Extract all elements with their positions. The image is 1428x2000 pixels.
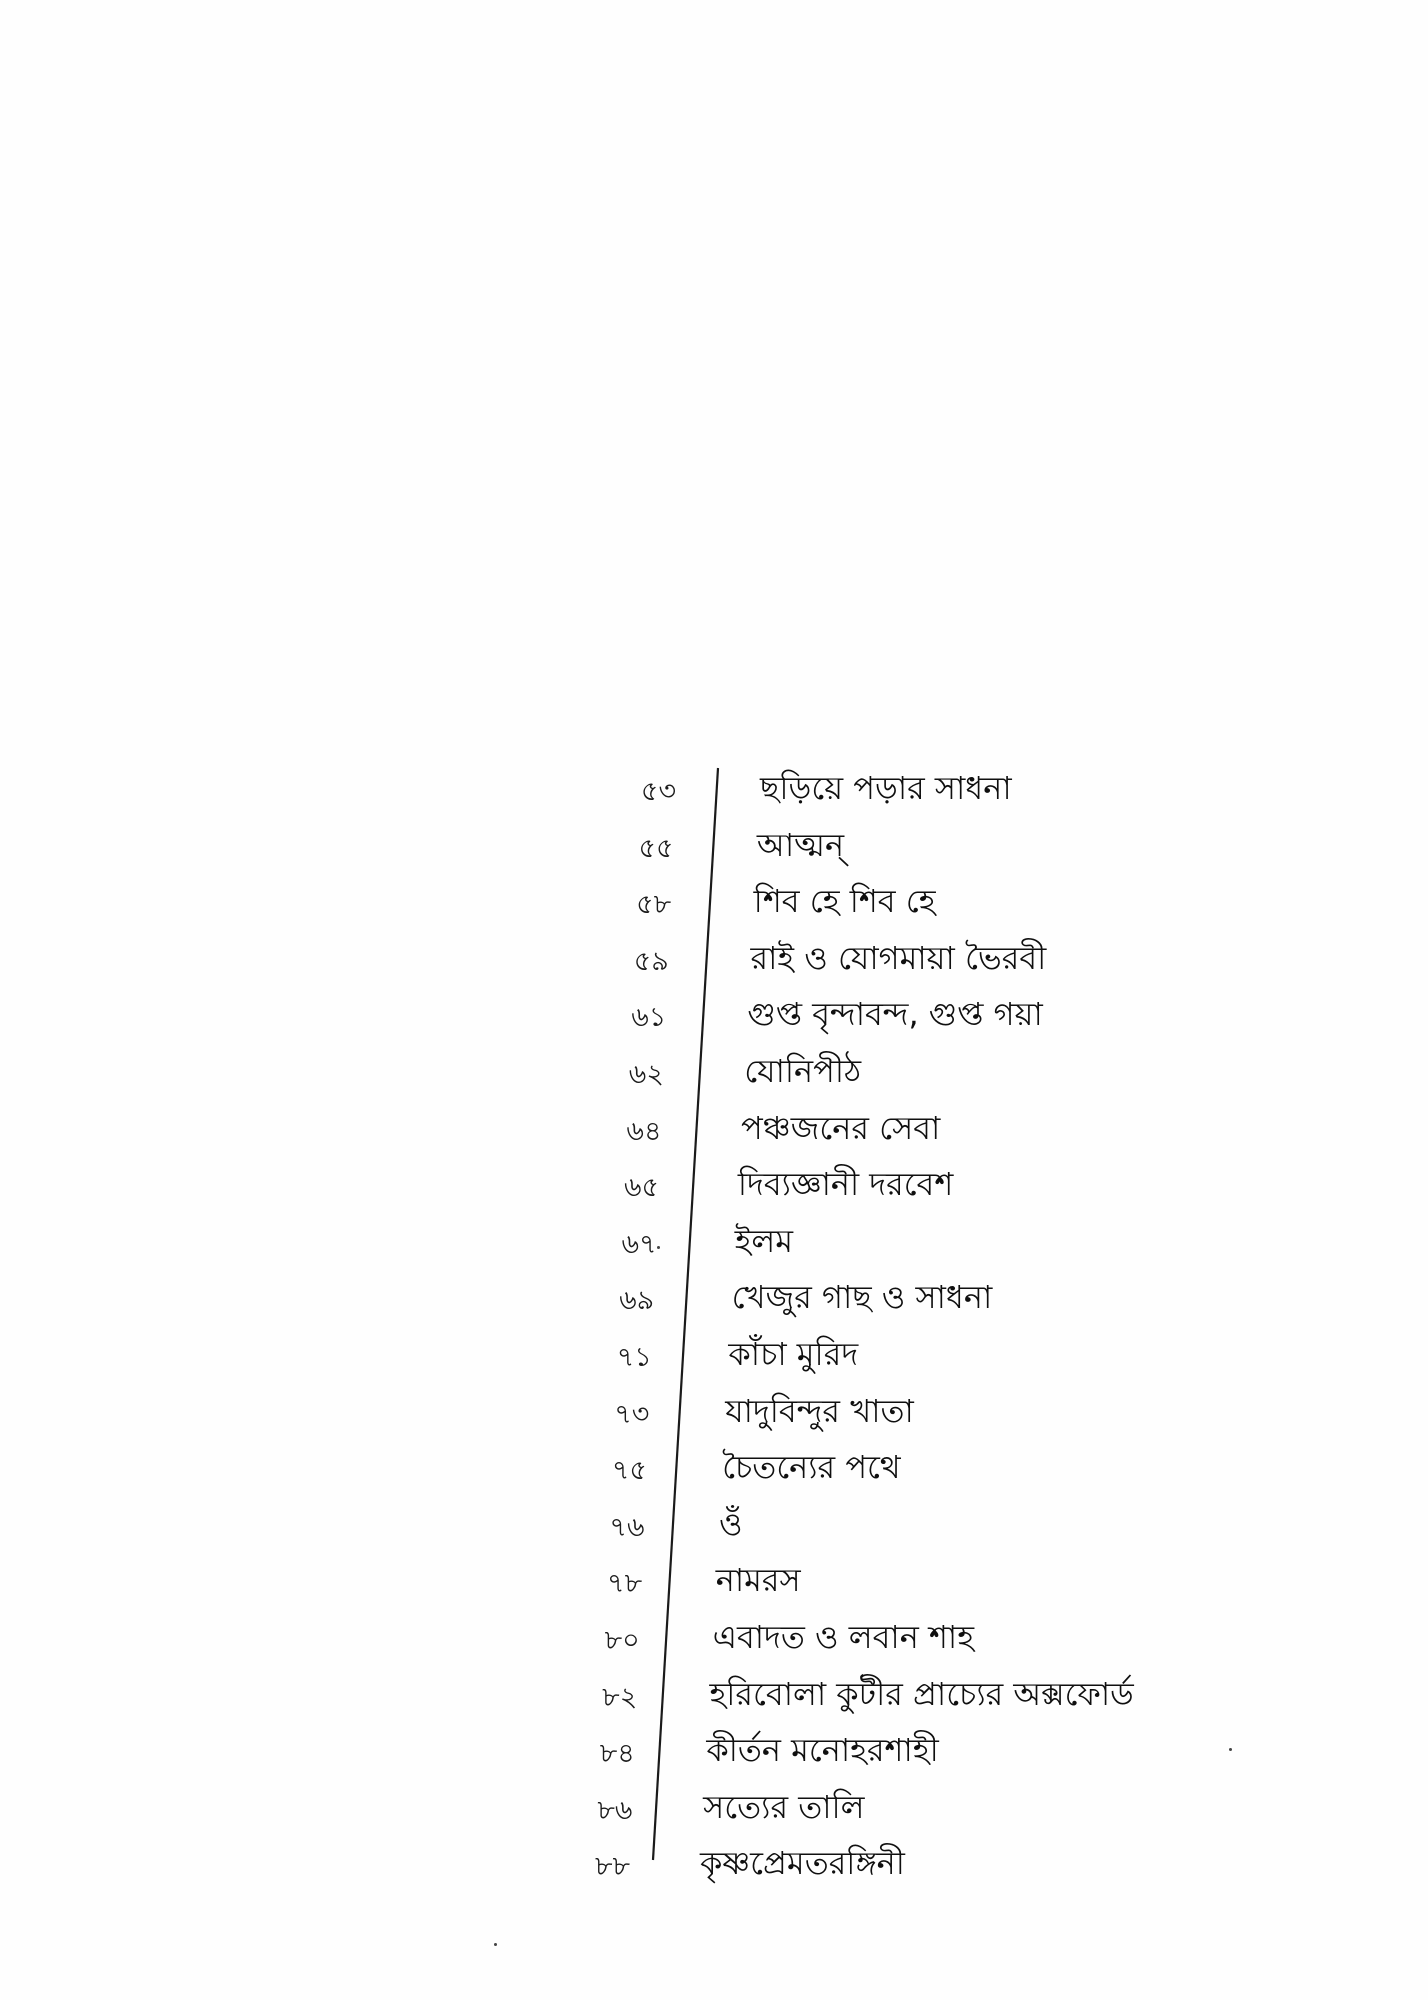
toc-entry-title: আত্মন্ [756, 825, 845, 864]
toc-page-number: ৭৬ [609, 1511, 645, 1543]
toc-page-number: ৮৪ [599, 1738, 635, 1770]
toc-page-number: ৫৮ [636, 889, 672, 921]
toc-entry-title: পঞ্চজনের সেবা [741, 1108, 941, 1147]
toc-page-number: ৮৮ [594, 1851, 630, 1883]
toc-entry-title: এবাদত ও লবান শাহ [712, 1618, 975, 1656]
toc-entry [0, 879, 1428, 935]
toc-entry [0, 1049, 1428, 1105]
toc-page-number: ৮৬ [597, 1794, 633, 1826]
toc-entry-title: হরিবোলা কুটীর প্রাচ্যের অক্সফোর্ড [709, 1674, 1134, 1713]
toc-page-number: ৫৫ [638, 832, 674, 864]
toc-entry-title: চৈতন্যের পথে [722, 1448, 901, 1487]
toc-entry [0, 1672, 1428, 1728]
scan-speck [657, 1246, 660, 1249]
toc-entry-title: কীর্তন মনোহরশাহী [706, 1731, 939, 1770]
toc-entry-title: রাই ও যোগমায়া ভৈরবী [750, 938, 1047, 977]
toc-page-number: ৮২ [602, 1681, 638, 1713]
toc-entry [0, 766, 1428, 822]
toc-entry-title: ইলম [734, 1221, 793, 1260]
scan-speck [1229, 1748, 1232, 1751]
toc-page-number: ৬৫ [623, 1172, 660, 1204]
toc-entry [0, 992, 1428, 1048]
toc-entry-title: কৃষ্ণপ্রেমতরঙ্গিনী [700, 1844, 905, 1883]
toc-entry [0, 1785, 1428, 1841]
toc-entry-title: খেজুর গাছ ও সাধনা [731, 1278, 993, 1317]
toc-entry [0, 1332, 1428, 1388]
toc-page-number: ৭৮ [607, 1568, 643, 1600]
toc-entry-title: শিব হে শিব হে [753, 882, 936, 921]
toc-page-number: ৮০ [604, 1625, 640, 1656]
toc-page-number: ৭১ [616, 1342, 652, 1373]
toc-entry [0, 936, 1428, 992]
toc-entry-title: গুপ্ত বৃন্দাবন্দ, গুপ্ত গয়া [747, 995, 1043, 1034]
toc-entry-title: যোনিপীঠ [744, 1052, 862, 1090]
toc-entry [0, 1106, 1428, 1162]
toc-page-number: ৫৯ [633, 945, 669, 977]
toc-entry [0, 1389, 1428, 1445]
toc-entry [0, 1558, 1428, 1614]
toc-page-number: ৬১ [631, 1002, 667, 1034]
toc-entry [0, 1728, 1428, 1784]
toc-entry [0, 1162, 1428, 1218]
toc-entry-title: দিব্যজ্ঞানী দরবেশ [737, 1165, 954, 1204]
toc-entry [0, 1841, 1428, 1897]
toc-page-number: ৭৫ [611, 1455, 647, 1487]
toc-page-number: ৫৩ [640, 776, 676, 807]
toc-page-number: ৭৩ [614, 1398, 650, 1430]
toc-page-number: ৬২ [628, 1059, 664, 1090]
toc-entry-title: নামরস [715, 1561, 801, 1600]
toc-entry [0, 1615, 1428, 1671]
toc-entry-title: ছড়িয়ে পড়ার সাধনা [760, 769, 1012, 807]
toc-entry-title: যাদুবিন্দুর খাতা [725, 1391, 914, 1430]
toc-entry [0, 1502, 1428, 1558]
toc-entry [0, 823, 1428, 879]
toc-entry [0, 1275, 1428, 1331]
toc-entry-title: সত্যের তালি [703, 1787, 865, 1826]
toc-page-number: ৬৭ [621, 1228, 657, 1260]
toc-entry [0, 1445, 1428, 1501]
toc-entry-title: ওঁ [718, 1504, 743, 1543]
scan-speck [494, 1943, 497, 1946]
toc-page-number: ৬৪ [626, 1115, 662, 1147]
toc-page-number: ৬৯ [619, 1285, 655, 1317]
toc-entry [0, 1219, 1428, 1275]
toc-entry-title: কাঁচা মুরিদ [728, 1335, 859, 1373]
